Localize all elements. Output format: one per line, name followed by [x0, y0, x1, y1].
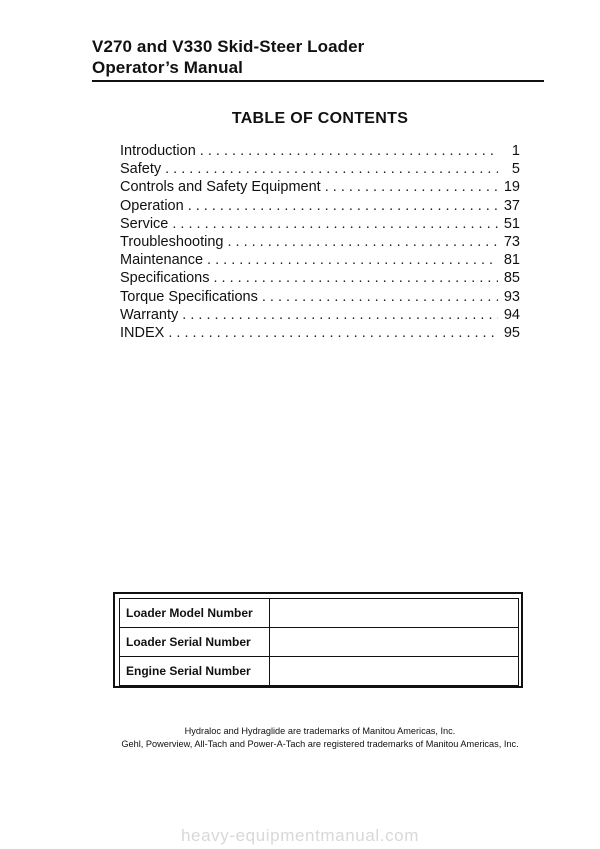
- document-title-line1: V270 and V330 Skid-Steer Loader: [92, 37, 365, 56]
- toc-entry-label: Torque Specifications: [120, 288, 258, 305]
- document-title-line2: Operator’s Manual: [92, 58, 243, 77]
- toc-entry-warranty[interactable]: [120, 306, 520, 324]
- toc-leader-dots: [165, 160, 498, 178]
- toc-entry-specifications[interactable]: [120, 269, 520, 287]
- toc-leader-dots: [207, 251, 498, 269]
- toc-entry-label: Operation: [120, 197, 184, 214]
- loader-serial-number-field[interactable]: [270, 628, 519, 657]
- toc-leader-dots: [188, 197, 498, 215]
- toc-entry-label: INDEX: [120, 325, 165, 342]
- toc-entry-maintenance[interactable]: [120, 251, 520, 269]
- toc-entry-page: 5: [511, 161, 520, 178]
- toc-leader-dots: [227, 233, 498, 251]
- toc-title: TABLE OF CONTENTS: [231, 110, 409, 127]
- engine-serial-number-field[interactable]: [270, 657, 519, 686]
- toc-entry-label: Troubleshooting: [120, 234, 224, 251]
- toc-entry-label: Controls and Safety Equipment: [120, 179, 321, 196]
- toc-entry-index[interactable]: [120, 324, 520, 342]
- loader-serial-number-label: Loader Serial Number: [120, 628, 270, 657]
- toc-entry-page: 81: [503, 252, 520, 269]
- toc-entry-page: 51: [503, 215, 520, 232]
- toc-entry-label: Introduction: [120, 143, 196, 159]
- toc-leader-dots: [172, 215, 498, 233]
- toc-leader-dots: [325, 178, 498, 196]
- toc-leader-dots: [262, 288, 498, 306]
- toc-entry-label: Specifications: [120, 270, 210, 287]
- toc-entry-introduction[interactable]: [120, 142, 520, 160]
- engine-serial-number-label: Engine Serial Number: [120, 657, 270, 686]
- toc-entry-torque-specifications[interactable]: [120, 288, 520, 306]
- loader-model-number-label: Loader Model Number: [120, 599, 270, 628]
- serial-number-record-box: [113, 592, 523, 688]
- toc-entry-troubleshooting[interactable]: [120, 233, 520, 251]
- toc-entry-page: 19: [503, 179, 520, 196]
- trademark-line2: Gehl, Powerview, All-Tach and Power-A-Tach are registered trademarks of Manitou Americas, Inc.: [121, 739, 519, 749]
- trademark-notice: [0, 725, 600, 751]
- toc-leader-dots: [182, 306, 498, 324]
- loader-model-number-field[interactable]: [270, 599, 519, 628]
- toc-entry-label: Warranty: [120, 306, 179, 323]
- toc-entry-page: 37: [503, 197, 520, 214]
- table-row: [120, 599, 519, 628]
- toc-entry-page: 73: [503, 234, 520, 251]
- serial-number-table: [119, 598, 519, 686]
- toc-leader-dots: [213, 269, 498, 287]
- toc-entry-safety[interactable]: [120, 160, 520, 178]
- table-of-contents: [120, 142, 520, 342]
- trademark-line1: Hydraloc and Hydraglide are trademarks of Manitou Americas, Inc.: [184, 726, 456, 736]
- toc-entry-page: 94: [503, 306, 520, 323]
- toc-entry-page: 85: [503, 270, 520, 287]
- toc-entry-controls[interactable]: [120, 178, 520, 196]
- document-header: [92, 36, 544, 82]
- toc-leader-dots: [168, 324, 498, 342]
- toc-entry-page: 93: [503, 288, 520, 305]
- toc-leader-dots: [200, 142, 498, 160]
- toc-entry-label: Safety: [120, 161, 162, 178]
- toc-entry-label: Maintenance: [120, 252, 204, 269]
- table-row: [120, 628, 519, 657]
- watermark: heavy-equipmentmanual.com: [180, 826, 419, 845]
- table-row: [120, 657, 519, 686]
- toc-entry-service[interactable]: [120, 215, 520, 233]
- toc-entry-operation[interactable]: [120, 197, 520, 215]
- toc-entry-page: 1: [511, 143, 520, 159]
- toc-entry-label: Service: [120, 215, 169, 232]
- toc-entry-page: 95: [503, 325, 520, 342]
